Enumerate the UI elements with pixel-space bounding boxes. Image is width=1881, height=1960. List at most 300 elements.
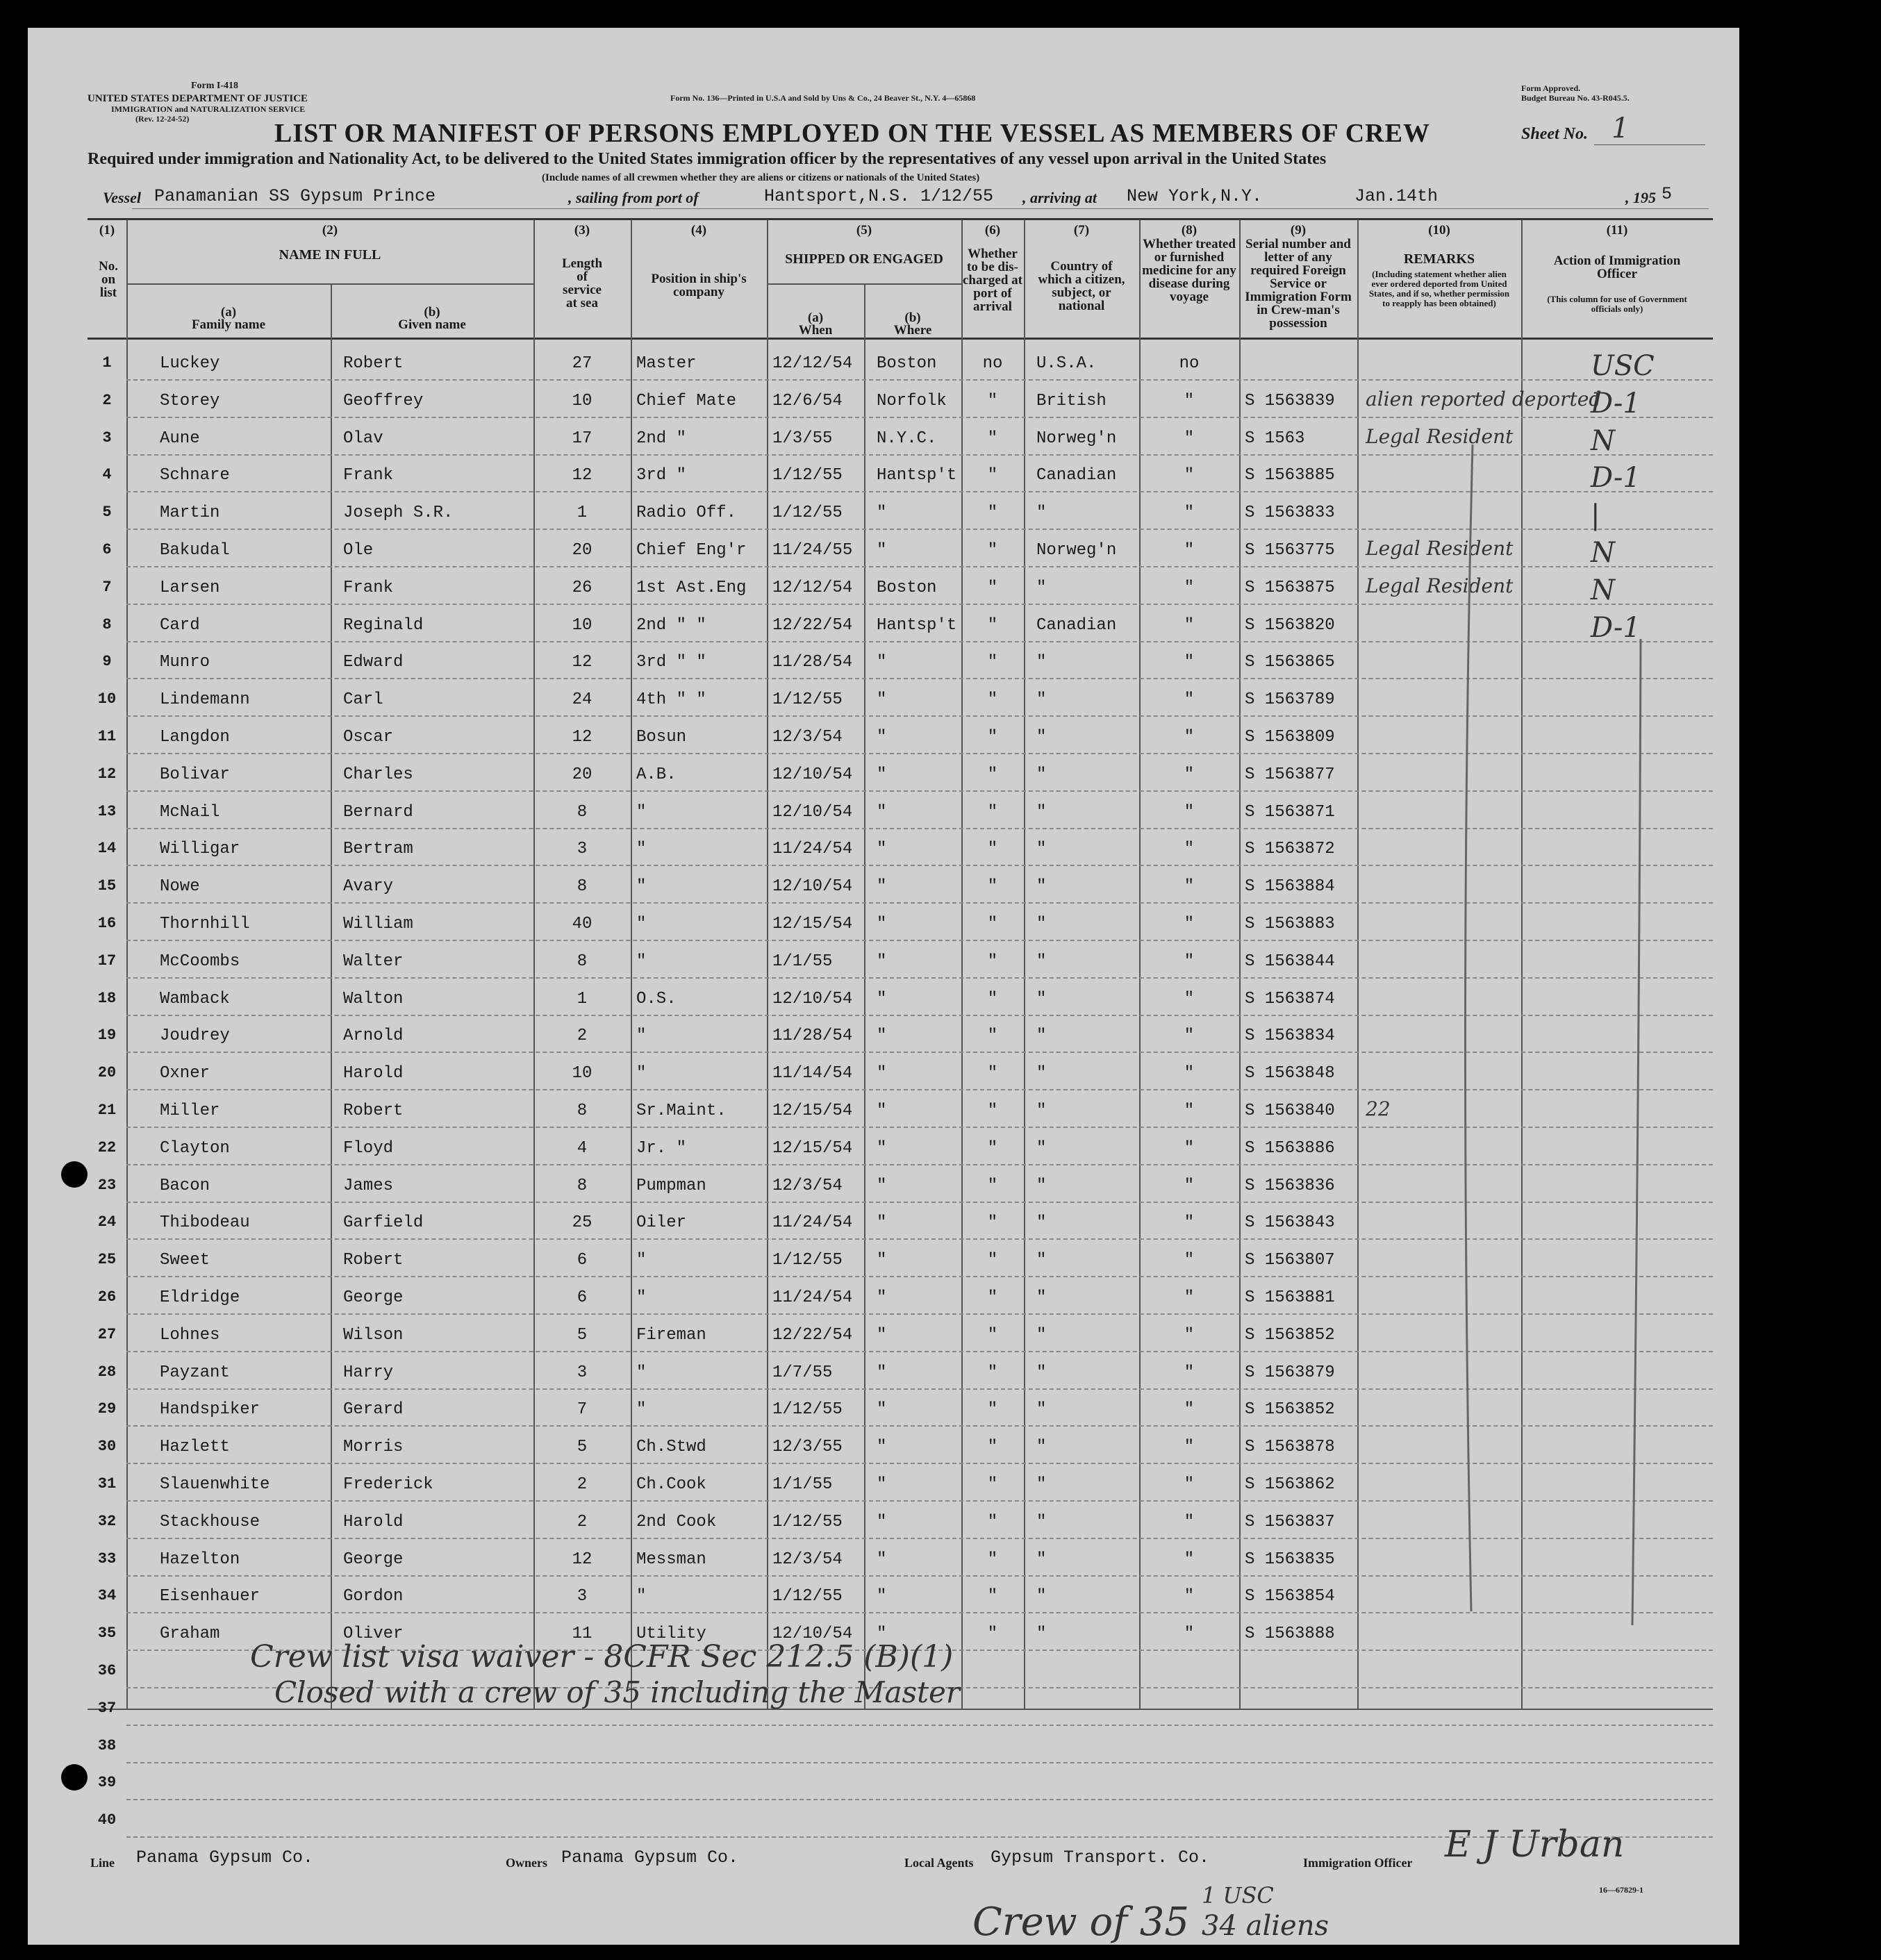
family-name: Wamback [160,989,230,1008]
shipped-where: " [877,1475,887,1494]
position: " [636,877,647,897]
position: Chief Mate [636,391,737,410]
officer-signature: E J Urban [1445,1824,1625,1866]
medicine: " [1184,877,1195,897]
sheet-number: 1 [1611,113,1630,144]
discharged: " [987,989,998,1008]
col-header-when: When [798,323,833,338]
country: Norweg'n [1036,541,1117,560]
medicine: " [1184,915,1195,933]
arrival-date: Jan.14th [1354,186,1439,206]
medicine: " [1184,1325,1195,1345]
length-of-service: 4 [577,1138,588,1158]
country: " [1036,877,1047,897]
shipped-where: " [877,504,887,523]
col-header-shipped: SHIPPED OR ENGAGED [785,251,943,267]
family-name: Stackhouse [160,1512,260,1531]
pen-marks [28,28,1739,1945]
country: " [1036,1102,1047,1120]
given-name: Ole [343,541,374,560]
given-name: Oliver [343,1625,404,1644]
length-of-service: 12 [572,466,593,485]
row-number: 21 [97,1102,117,1119]
row-number: 32 [97,1512,117,1530]
col-header-remarks: REMARKS [1403,251,1475,267]
length-of-service: 3 [577,840,588,859]
serial-number: S 1563844 [1245,952,1335,971]
medicine: " [1184,1625,1195,1644]
discharged: " [987,466,998,485]
col-header-name: NAME IN FULL [279,247,381,263]
position: " [636,1400,647,1420]
country: U.S.A. [1036,354,1097,373]
position: O.S. [636,989,677,1008]
officer-label: Immigration Officer [1303,1856,1413,1870]
given-name: Floyd [343,1138,394,1158]
position: Fireman [636,1325,706,1345]
shipped-where: " [877,915,887,933]
country: " [1036,1550,1047,1569]
discharged: no [982,354,1003,373]
discharged: " [987,728,998,747]
col-header-no: No. on list [99,259,118,300]
serial-number: S 1563839 [1245,391,1335,410]
family-name: Slauenwhite [160,1475,270,1494]
row-number: 30 [97,1438,117,1456]
serial-number: S 1563809 [1245,728,1335,747]
serial-number: S 1563820 [1245,615,1335,635]
row-number: 15 [97,877,117,895]
shipped-where: " [877,1176,887,1195]
form-approved: Form Approved. [1521,83,1581,93]
service-line: IMMIGRATION and NATURALIZATION SERVICE [111,104,306,114]
agents-value: Gypsum Transport. Co. [991,1847,1210,1868]
row-number: 39 [97,1774,117,1792]
length-of-service: 6 [577,1251,588,1270]
country: " [1036,690,1047,710]
col-number-3: (3) [574,223,590,238]
serial-number: S 1563885 [1245,466,1335,485]
row-number: 37 [97,1699,117,1717]
country: " [1036,802,1047,822]
given-name: Morris [343,1438,404,1457]
col-header-discharged: Whether to be dis-charged at port of arrival [963,247,1023,314]
col-header-serial: Serial number and letter of any required Foreign Service or Immigration Form in Crew-man's possession [1245,237,1352,331]
serial-number: S 1563886 [1245,1138,1335,1158]
arriving-label: , arriving at [1022,189,1097,206]
shipped-when: 11/24/54 [772,840,853,859]
country: " [1036,952,1047,971]
family-name: Lohnes [160,1325,220,1345]
given-name: Walter [343,952,404,971]
position: Jr. " [636,1138,687,1158]
shipped-when: 11/24/54 [772,1288,853,1307]
position: 2nd " [636,429,687,448]
row-number: 2 [102,391,112,409]
shipped-where: " [877,541,887,560]
discharged: " [987,1625,998,1644]
shipped-when: 1/12/55 [772,690,843,710]
given-name: Bertram [343,840,413,859]
shipped-when: 11/24/55 [772,541,853,560]
shipped-when: 12/6/54 [772,391,843,410]
col-number-8: (8) [1181,223,1198,238]
family-name: Storey [160,391,220,410]
family-name: Martin [160,504,220,523]
serial-number: S 1563840 [1245,1102,1335,1120]
discharged: " [987,915,998,933]
family-name: Thibodeau [160,1213,250,1233]
length-of-service: 12 [572,1550,593,1569]
given-name: Reginald [343,615,424,635]
serial-number: S 1563837 [1245,1512,1335,1531]
shipped-when: 12/10/54 [772,877,853,897]
country: " [1036,1251,1047,1270]
shipped-when: 1/12/55 [772,1251,843,1270]
discharged: " [987,541,998,560]
shipped-where: " [877,1400,887,1420]
remarks: alien reported deported [1366,387,1602,410]
medicine: " [1184,1550,1195,1569]
length-of-service: 40 [572,915,593,933]
medicine: " [1184,1138,1195,1158]
medicine: " [1184,1027,1195,1046]
family-name: Luckey [160,354,220,373]
length-of-service: 12 [572,728,593,747]
medicine: " [1184,690,1195,710]
shipped-when: 1/12/55 [772,1400,843,1420]
length-of-service: 27 [572,354,593,373]
length-of-service: 8 [577,1176,588,1195]
serial-number: S 1563875 [1245,578,1335,597]
family-name: Handspiker [160,1400,260,1420]
row-number: 34 [97,1587,117,1605]
remarks: Legal Resident [1366,424,1514,448]
col-header-family-letter: (a) [220,305,237,319]
row-number: 18 [97,989,117,1007]
country: Canadian [1036,466,1117,485]
given-name: Carl [343,690,383,710]
family-name: Clayton [160,1138,230,1158]
shipped-when: 1/12/55 [772,504,843,523]
immigration-action: D-1 [1591,462,1641,495]
owners-label: Owners [506,1856,547,1870]
discharged: " [987,1475,998,1494]
medicine: " [1184,1102,1195,1120]
shipped-where: " [877,840,887,859]
shipped-where: " [877,1138,887,1158]
col-number-5: (5) [856,223,872,238]
shipped-where: Hantsp't [877,615,957,635]
serial-number: S 1563852 [1245,1325,1335,1345]
given-name: Edward [343,653,404,672]
discharged: " [987,1512,998,1531]
visa-waiver-note: Crew list visa waiver - 8CFR Sec 212.5 (B)(1) [250,1639,954,1675]
col-number-6: (6) [984,223,1001,238]
length-of-service: 5 [577,1438,588,1457]
country: " [1036,504,1047,523]
col-header-given-letter: (b) [424,305,440,319]
position: " [636,952,647,971]
medicine: " [1184,1400,1195,1420]
shipped-where: " [877,1438,887,1457]
col-header-where: Where [893,323,932,338]
length-of-service: 3 [577,1587,588,1606]
position: 3rd " " [636,653,706,672]
serial-number: S 1563871 [1245,802,1335,822]
length-of-service: 11 [572,1625,593,1644]
manifest-sheet [28,28,1739,1945]
family-name: Munro [160,653,210,672]
line-label: Line [90,1856,115,1870]
vessel-value: Panamanian SS Gypsum Prince [154,186,436,206]
shipped-when: 12/3/54 [772,1550,843,1569]
row-number: 26 [97,1288,117,1306]
shipped-where: Hantsp't [877,466,957,485]
arriving-value: New York,N.Y. [1127,186,1263,206]
serial-number: S 1563789 [1245,690,1335,710]
shipped-when: 1/1/55 [772,1475,833,1494]
medicine: " [1184,615,1195,635]
position: Pumpman [636,1176,706,1195]
length-of-service: 12 [572,653,593,672]
shipped-where: " [877,653,887,672]
shipped-where: N.Y.C. [877,429,937,448]
immigration-action: USC [1591,350,1655,382]
shipped-when: 1/1/55 [772,952,833,971]
country: " [1036,1027,1047,1046]
shipped-where: " [877,1251,887,1270]
family-name: Willigar [160,840,240,859]
row-number: 5 [102,504,112,522]
given-name: Charles [343,765,413,784]
given-name: Avary [343,877,394,897]
shipped-where: " [877,1363,887,1382]
given-name: Frank [343,578,394,597]
family-name: Larsen [160,578,220,597]
owners-value: Panama Gypsum Co. [561,1847,739,1868]
row-number: 3 [102,429,112,447]
medicine: " [1184,1251,1195,1270]
row-number: 4 [102,466,112,484]
given-name: Robert [343,354,404,373]
country: " [1036,1325,1047,1345]
form-code: 16—67829-1 [1599,1885,1643,1895]
position: " [636,1587,647,1606]
given-name: Robert [343,1251,404,1270]
row-number: 27 [97,1325,117,1343]
sailing-value: Hantsport,N.S. 1/12/55 [764,186,994,206]
country: " [1036,1138,1047,1158]
shipped-when: 11/14/54 [772,1064,853,1083]
medicine: " [1184,1438,1195,1457]
binder-hole [61,1161,88,1188]
col-number-7: (7) [1073,223,1090,238]
given-name: Geoffrey [343,391,424,410]
position: 2nd Cook [636,1512,717,1531]
country: " [1036,1475,1047,1494]
medicine: " [1184,802,1195,822]
position: " [636,915,647,933]
position: " [636,1288,647,1307]
medicine: " [1184,952,1195,971]
position: Ch.Cook [636,1475,706,1494]
col-header-length: Length of service at sea [561,256,603,310]
position: Utility [636,1625,706,1644]
length-of-service: 17 [572,429,593,448]
length-of-service: 1 [577,989,588,1008]
family-name: Lindemann [160,690,250,710]
medicine: " [1184,541,1195,560]
position: 4th " " [636,690,706,710]
discharged: " [987,578,998,597]
family-name: Nowe [160,877,200,897]
position: Radio Off. [636,504,737,523]
given-name: George [343,1288,404,1307]
country: " [1036,1064,1047,1083]
medicine: " [1184,504,1195,523]
shipped-where: " [877,877,887,897]
discharged: " [987,1213,998,1233]
serial-number: S 1563884 [1245,877,1335,897]
medicine: " [1184,1213,1195,1233]
discharged: " [987,1251,998,1270]
shipped-when: 11/28/54 [772,1027,853,1046]
length-of-service: 24 [572,690,593,710]
row-number: 23 [97,1176,117,1194]
discharged: " [987,1325,998,1345]
row-number: 12 [97,765,117,783]
discharged: " [987,391,998,410]
col-number-9: (9) [1290,223,1307,238]
position: Sr.Maint. [636,1102,727,1120]
remarks: 22 [1366,1097,1391,1120]
shipped-where: " [877,1512,887,1531]
position: " [636,1064,647,1083]
given-name: Robert [343,1102,404,1120]
serial-number: S 1563836 [1245,1176,1335,1195]
col-header-remarks-note: (Including statement whether alien ever ordered deported from United States, and if so, whether permission to reapply has been obtained) [1368,269,1510,308]
medicine: " [1184,466,1195,485]
shipped-where: Norfolk [877,391,947,410]
shipped-when: 12/10/54 [772,765,853,784]
row-number: 40 [97,1811,117,1829]
col-number-4: (4) [690,223,707,238]
discharged: " [987,765,998,784]
col-header-family: Family name [191,317,266,332]
shipped-where: " [877,1064,887,1083]
country: " [1036,1587,1047,1606]
department-line: UNITED STATES DEPARTMENT OF JUSTICE [88,93,308,104]
medicine: " [1184,989,1195,1008]
shipped-when: 12/3/55 [772,1438,843,1457]
serial-number: S 1563835 [1245,1550,1335,1569]
row-number: 20 [97,1064,117,1082]
country: " [1036,578,1047,597]
discharged: " [987,1550,998,1569]
medicine: " [1184,728,1195,747]
col-header-medicine: Whether treated or furnished medicine for any disease during voyage [1142,237,1236,304]
discharged: " [987,690,998,710]
line-value: Panama Gypsum Co. [136,1847,314,1868]
family-name: Bakudal [160,541,230,560]
family-name: McCoombs [160,952,240,971]
row-number: 31 [97,1475,117,1493]
immigration-action: D-1 [1591,611,1641,644]
col-header-when-letter: (a) [807,310,824,325]
length-of-service: 2 [577,1512,588,1531]
discharged: " [987,1288,998,1307]
family-name: Aune [160,429,200,448]
family-name: Bolivar [160,765,230,784]
shipped-where: " [877,1288,887,1307]
agents-label: Local Agents [904,1856,974,1870]
serial-number: S 1563888 [1245,1625,1335,1644]
shipped-when: 12/10/54 [772,802,853,822]
family-name: Eisenhauer [160,1587,260,1606]
shipped-where: " [877,690,887,710]
shipped-when: 1/7/55 [772,1363,833,1382]
row-number: 10 [97,690,117,708]
remarks: Legal Resident [1366,574,1514,597]
shipped-where: " [877,765,887,784]
family-name: Sweet [160,1251,210,1270]
col-header-position: Position in ship's company [651,272,747,299]
col-number-11: (11) [1606,223,1628,238]
given-name: Frank [343,466,394,485]
row-number: 16 [97,915,117,932]
family-name: Bacon [160,1176,210,1195]
row-number: 38 [97,1736,117,1754]
row-number: 24 [97,1213,117,1231]
immigration-action: N [1591,424,1615,457]
subtitle: Required under immigration and Nationality Act, to be delivered to the United States immigration officer by the representatives of any vessel upon arrival in the United States [88,150,1327,168]
medicine: " [1184,1512,1195,1531]
given-name: Garfield [343,1213,424,1233]
country: " [1036,915,1047,933]
sailing-label: , sailing from port of [568,189,699,206]
country: " [1036,653,1047,672]
shipped-when: 12/3/54 [772,1176,843,1195]
serial-number: S 1563881 [1245,1288,1335,1307]
length-of-service: 10 [572,391,593,410]
length-of-service: 20 [572,541,593,560]
shipped-when: 11/28/54 [772,653,853,672]
family-name: Hazelton [160,1550,240,1569]
medicine: " [1184,391,1195,410]
discharged: " [987,504,998,523]
length-of-service: 8 [577,1102,588,1120]
serial-number: S 1563 [1245,429,1305,448]
position: A.B. [636,765,677,784]
shipped-when: 12/15/54 [772,1102,853,1120]
row-number: 29 [97,1400,117,1418]
crew-usc-note: 1 USC [1202,1882,1274,1909]
country: " [1036,1512,1047,1531]
serial-number: S 1563848 [1245,1064,1335,1083]
row-number: 35 [97,1625,117,1643]
family-name: Card [160,615,200,635]
position: " [636,1363,647,1382]
given-name: Harry [343,1363,394,1382]
family-name: Eldridge [160,1288,240,1307]
serial-number: S 1563883 [1245,915,1335,933]
position: Chief Eng'r [636,541,747,560]
length-of-service: 7 [577,1400,588,1420]
row-number: 17 [97,952,117,970]
given-name: Bernard [343,802,413,822]
shipped-when: 1/12/55 [772,1587,843,1606]
